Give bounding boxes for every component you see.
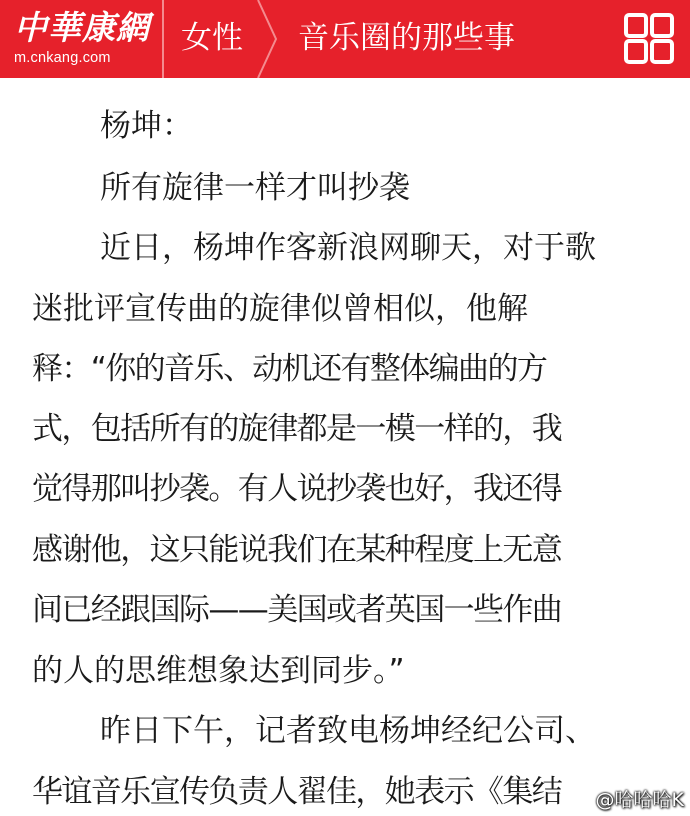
article-body	[0, 78, 690, 816]
header-bar	[0, 0, 690, 78]
article-line: 觉得那叫抄袭。有人说抄袭也好，我还得	[32, 471, 562, 507]
article-line: 间已经跟国际——美国或者英国一些作曲	[32, 592, 562, 628]
article-line: 式，包括所有的旋律都是一模一样的，我	[32, 411, 562, 447]
breadcrumb-item-women[interactable]: 女性	[181, 20, 243, 56]
article-line: 近日，杨坤作客新浪网聊天，对于歌	[100, 230, 596, 266]
article-line: 华谊音乐宣传负责人翟佳，她表示《集结	[32, 774, 562, 810]
header-divider	[162, 0, 164, 78]
article-line: 杨坤：	[100, 108, 193, 144]
logo-text: 中華康網	[14, 8, 150, 47]
site-logo[interactable]	[0, 0, 162, 78]
breadcrumb-item-topic[interactable]: 音乐圈的那些事	[298, 20, 515, 56]
article-line: 的人的思维想象达到同步。”	[32, 653, 405, 689]
grid-menu-icon[interactable]	[624, 12, 674, 64]
article-line: 感谢他，这只能说我们在某种程度上无意	[32, 532, 562, 568]
chevron-right-icon	[256, 0, 278, 78]
logo-url: m.cnkang.com	[14, 50, 111, 66]
article-line: 所有旋律一样才叫抄袭	[100, 170, 410, 206]
watermark: @哈哈哈K	[595, 789, 684, 811]
article-line: 释：“你的音乐、动机还有整体编曲的方	[32, 351, 547, 387]
article-line: 迷批评宣传曲的旋律似曾相似，他解	[32, 291, 528, 327]
article-line: 昨日下午，记者致电杨坤经纪公司、	[100, 713, 596, 749]
